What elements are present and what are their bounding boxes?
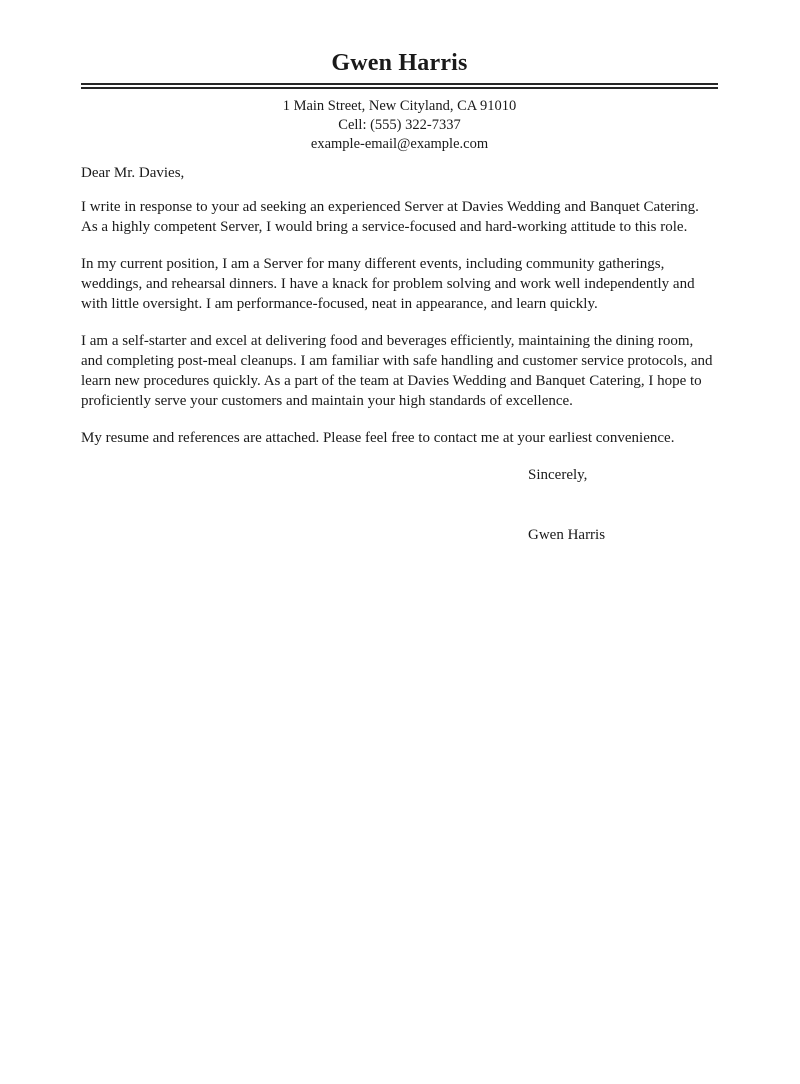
letter-paragraph-1: I write in response to your ad seeking an experienced Server at Davies Wedding and Banquet Catering. As a highly competent Server, I would bring a service-focused and hard-working attitude to this role. xyxy=(81,199,699,235)
applicant-name-heading: Gwen Harris xyxy=(331,50,468,76)
phone-line: Cell: (555) 322-7337 xyxy=(338,117,461,133)
closing-block xyxy=(528,465,718,545)
letter-paragraph-4: My resume and references are attached. Please feel free to contact me at your earliest convenience. xyxy=(81,430,675,446)
contact-block xyxy=(81,97,718,154)
cover-letter-page xyxy=(0,49,800,1084)
letter-paragraph-2: In my current position, I am a Server for many different events, including community gatherings, weddings, and rehearsal dinners. I have a knack for problem solving and work well independently and with little oversight. I am performance-focused, neat in appearance, and learn quickly. xyxy=(81,256,695,312)
signature-name: Gwen Harris xyxy=(528,527,606,543)
address-line: 1 Main Street, New Cityland, CA 91010 xyxy=(282,98,517,114)
letter-paragraph-3: I am a self-starter and excel at delivering food and beverages efficiently, maintaining the dining room, and completing post-meal cleanups. I am familiar with safe handling and customer service protocols, and learn new procedures quickly. As a part of the team at Davies Wedding and Banquet Catering, I hope to proficiently serve your customers and maintain your high standards of excellence. xyxy=(81,333,713,409)
divider-line-bottom xyxy=(81,87,718,89)
letter-closing: Sincerely, xyxy=(528,467,588,483)
header-divider xyxy=(81,83,718,89)
email-line: example-email@example.com xyxy=(310,136,489,152)
letter-body xyxy=(81,163,718,545)
letter-greeting: Dear Mr. Davies, xyxy=(81,165,185,181)
